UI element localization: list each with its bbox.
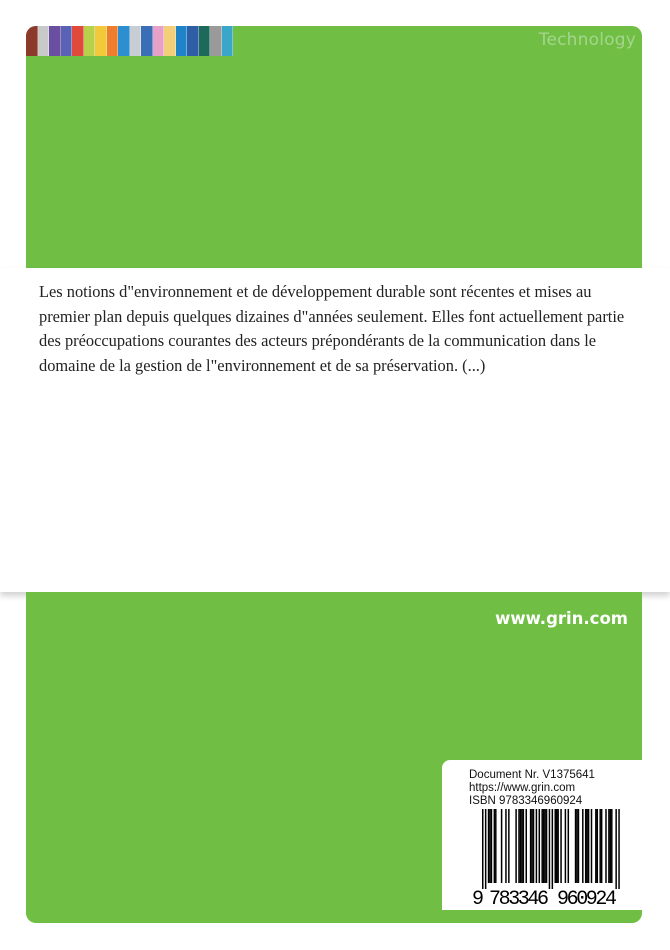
barcode-bar xyxy=(585,809,587,883)
barcode-bar xyxy=(488,809,490,883)
barcode-bar xyxy=(588,809,590,883)
color-tab xyxy=(153,26,165,56)
barcode-bar xyxy=(565,809,567,883)
barcode-bar xyxy=(495,809,497,883)
color-tab xyxy=(222,26,234,56)
info-box xyxy=(442,760,642,910)
barcode-bar xyxy=(586,809,588,883)
barcode-bar xyxy=(494,809,496,883)
color-tab xyxy=(187,26,199,56)
barcode-bar xyxy=(610,809,612,883)
barcode-bar xyxy=(541,809,543,883)
color-tabs xyxy=(26,26,233,56)
barcode-bar xyxy=(555,809,557,883)
barcode-bar xyxy=(549,809,551,889)
barcode-bar xyxy=(552,809,554,889)
color-tab xyxy=(164,26,176,56)
barcode-bar xyxy=(531,809,533,883)
color-tab xyxy=(176,26,188,56)
color-tab xyxy=(199,26,211,56)
barcode-bar xyxy=(536,809,538,883)
isbn-barcode xyxy=(468,809,628,908)
barcode-bar xyxy=(520,809,522,883)
barcode-digits-left: 783346 xyxy=(489,888,549,908)
document-info xyxy=(469,769,595,808)
barcode-bar xyxy=(591,809,593,883)
barcode-bar xyxy=(489,809,491,883)
barcode-bar xyxy=(582,809,584,883)
color-tab xyxy=(72,26,84,56)
barcode-bar xyxy=(523,809,525,883)
barcode-bar xyxy=(601,809,603,883)
barcode-bar xyxy=(568,809,570,883)
barcode-bar xyxy=(597,809,599,883)
barcode-bar xyxy=(576,809,578,883)
barcode-bar xyxy=(505,809,507,883)
color-tab xyxy=(26,26,38,56)
barcode-bar xyxy=(482,809,484,889)
barcode-bar xyxy=(560,809,562,883)
barcode-bar xyxy=(526,809,528,883)
barcode-bar xyxy=(557,809,559,883)
barcode-bar xyxy=(530,809,532,883)
barcode-digit-first: 9 xyxy=(472,888,485,908)
color-tab xyxy=(118,26,130,56)
cover-top-band xyxy=(26,26,642,268)
barcode-bar xyxy=(491,809,493,883)
document-url: https://www.grin.com xyxy=(469,782,576,794)
barcode-bar xyxy=(543,809,545,883)
color-tab xyxy=(141,26,153,56)
color-tab xyxy=(107,26,119,56)
barcode-bar xyxy=(485,809,487,889)
barcode-bar xyxy=(611,809,613,883)
barcode-bar xyxy=(618,809,620,889)
barcode-bar xyxy=(599,809,601,883)
book-description: Les notions d"environnement et de développement durable sont récentes et mises au premier plan depuis quelques dizaines d"années seulement. Elles font actuellement partie des préoccupations courantes des acteurs prépondérants de la communication dans le domaine de la gestion de l"environnement et de sa préservation. (...) xyxy=(39,282,625,375)
color-tab xyxy=(38,26,50,56)
barcode-bar xyxy=(515,809,517,883)
barcode-bar xyxy=(521,809,523,883)
category-label: Technology xyxy=(538,30,636,50)
color-tab xyxy=(210,26,222,56)
barcode-bar xyxy=(615,809,617,889)
publisher-website: www.grin.com xyxy=(495,609,628,628)
barcode-bar xyxy=(605,809,607,883)
description-panel xyxy=(0,268,670,592)
isbn-label: ISBN 9783346960924 xyxy=(469,795,583,807)
barcode-bar xyxy=(539,809,541,883)
barcode-bar xyxy=(575,809,577,883)
barcode-bar xyxy=(578,809,580,883)
barcode-bar xyxy=(518,809,520,883)
barcode-bar xyxy=(508,809,510,883)
document-number: Document Nr. V1375641 xyxy=(469,769,595,781)
barcode-bar xyxy=(501,809,503,883)
color-tab xyxy=(130,26,142,56)
barcode-bar xyxy=(556,809,558,883)
barcode-bar xyxy=(546,809,548,883)
barcode-bar xyxy=(595,809,597,883)
color-tab xyxy=(49,26,61,56)
barcode-bar xyxy=(533,809,535,883)
color-tab xyxy=(84,26,96,56)
barcode-digits-right: 960924 xyxy=(557,888,617,908)
color-tab xyxy=(95,26,107,56)
barcode-bar xyxy=(608,809,610,883)
color-tab xyxy=(61,26,73,56)
barcode-bar xyxy=(544,809,546,883)
